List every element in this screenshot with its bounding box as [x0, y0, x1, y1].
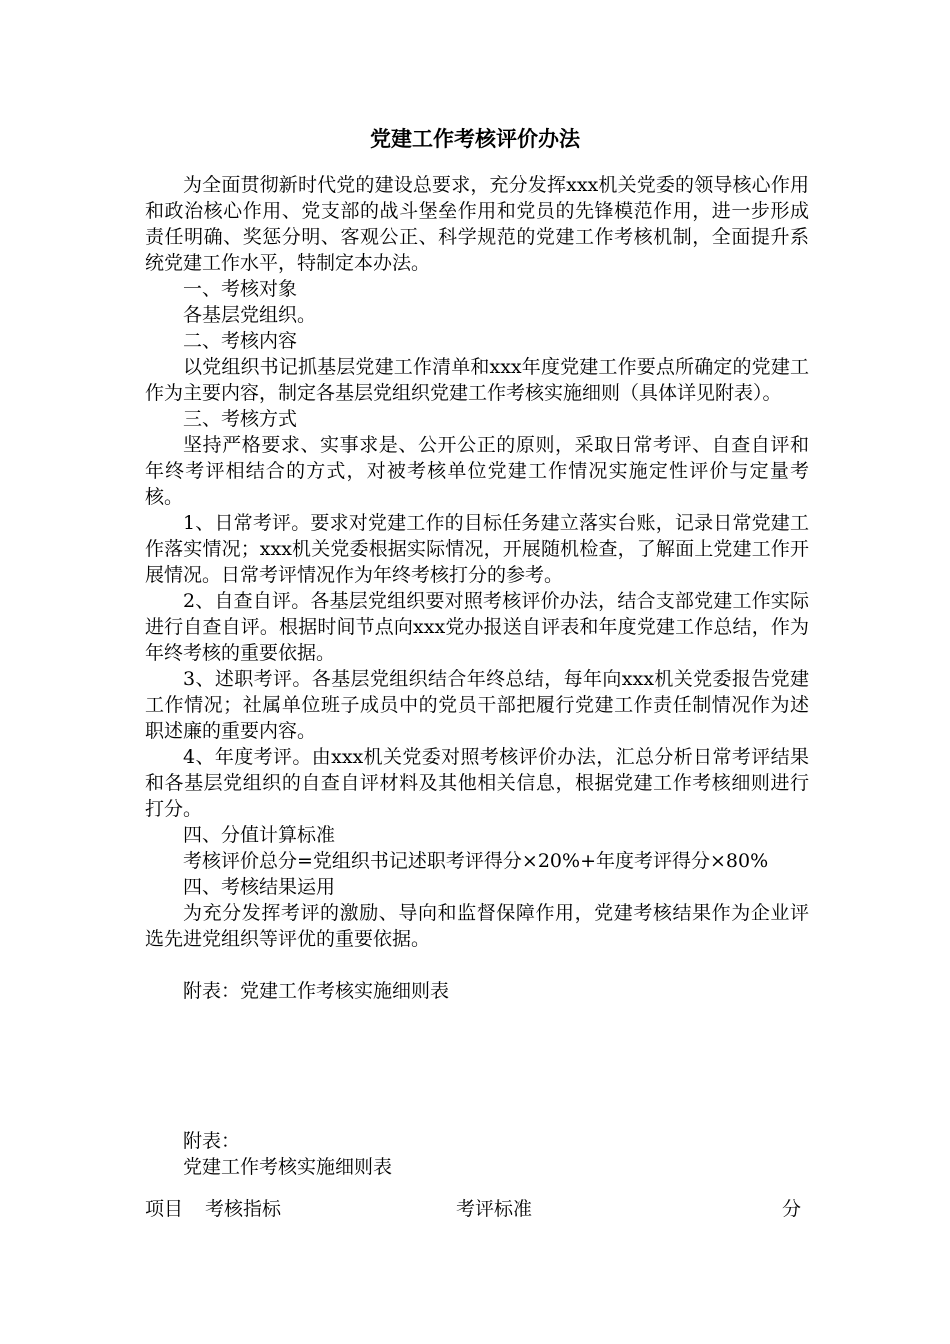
paragraph-intro: 为全面贯彻新时代党的建设总要求，充分发挥xxx机关党委的领导核心作用和政治核心作用、党支部的战斗堡垒作用和党员的先锋模范作用，进一步形成责任明确、奖惩分明、客观公正、科学规范的党建工作考核机制，全面提升系统党建工作水平，特制定本办法。 — [145, 174, 809, 274]
paragraph-formula: 考核评价总分=党组织书记述职考评得分×20%+年度考评得分×80% — [183, 850, 769, 872]
section-heading-1: 一、考核对象 — [183, 278, 298, 300]
paragraph: 1、日常考评。要求对党建工作的目标任务建立落实台账，记录日常党建工作落实情况；xxx机关党委根据实际情况，开展随机检查，了解面上党建工作开展情况。日常考评情况作为年终考核打分的参考。 — [145, 512, 809, 586]
paragraph: 3、述职考评。各基层党组织结合年终总结，每年向xxx机关党委报告党建工作情况；社属单位班子成员中的党员干部把履行党建工作责任制情况作为述职述廉的重要内容。 — [145, 668, 809, 742]
spacer — [145, 1004, 809, 1128]
paragraph: 各基层党组织。 — [183, 304, 317, 326]
attachment-note: 附表：党建工作考核实施细则表 — [183, 980, 450, 1002]
paragraph: 坚持严格要求、实事求是、公开公正的原则，采取日常考评、自查自评和年终考评相结合的方式，对被考核单位党建工作情况实施定性评价与定量考核。 — [145, 434, 809, 508]
document-body — [145, 172, 809, 1180]
table-header-cell: 分 — [781, 1198, 801, 1220]
table-header-cell: 项目 — [145, 1198, 184, 1220]
paragraph: 4、年度考评。由xxx机关党委对照考核评价办法，汇总分析日常考评结果和各基层党组织的自查自评材料及其他相关信息，根据党建工作考核细则进行打分。 — [145, 746, 809, 820]
section-heading-3: 三、考核方式 — [183, 408, 298, 430]
paragraph: 2、自查自评。各基层党组织要对照考核评价办法，结合支部党建工作实际进行自查自评。根据时间节点向xxx党办报送自评表和年度党建工作总结，作为年终考核的重要依据。 — [145, 590, 809, 664]
appendix-title: 党建工作考核实施细则表 — [183, 1156, 393, 1178]
section-heading-4: 四、分值计算标准 — [183, 824, 336, 846]
table-header-cell: 考评标准 — [456, 1198, 533, 1220]
spacer — [145, 952, 809, 978]
section-heading-5: 四、考核结果运用 — [183, 876, 336, 898]
paragraph: 为充分发挥考评的激励、导向和监督保障作用，党建考核结果作为企业评选先进党组织等评优的重要依据。 — [145, 902, 809, 950]
appendix-label: 附表： — [183, 1130, 241, 1152]
document-title: 党建工作考核评价办法 — [370, 126, 580, 151]
table-header-row — [145, 1192, 801, 1226]
paragraph: 以党组织书记抓基层党建工作清单和xxx年度党建工作要点所确定的党建工作为主要内容，制定各基层党组织党建工作考核实施细则（具体详见附表）。 — [145, 356, 809, 404]
section-heading-2: 二、考核内容 — [183, 330, 298, 352]
table-header-cell: 考核指标 — [205, 1198, 282, 1220]
